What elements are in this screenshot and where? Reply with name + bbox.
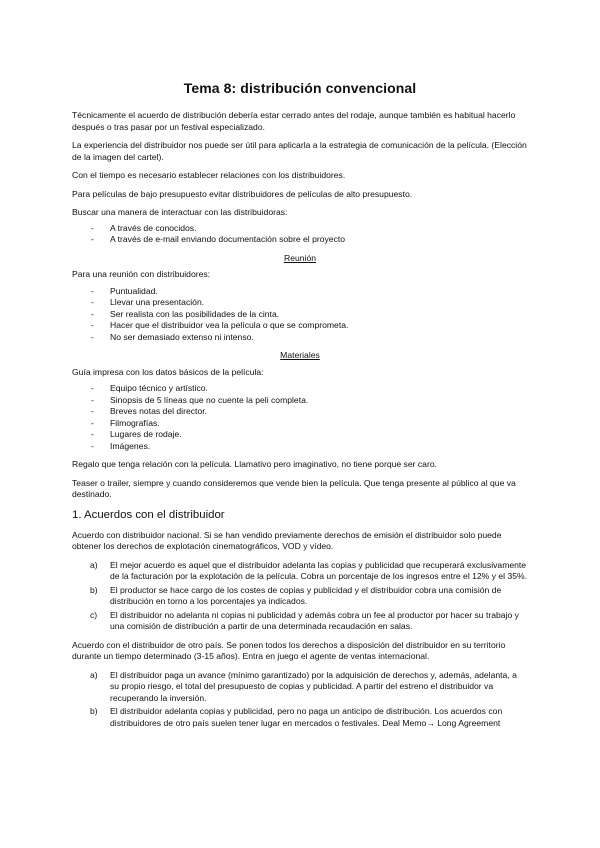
- list-item: - Llevar una presentación.: [72, 297, 528, 309]
- list-item: [72, 560, 528, 583]
- intro-paragraph: Buscar una manera de interactuar con las distribuidoras:: [72, 207, 288, 217]
- list-marker: c): [90, 609, 98, 620]
- intro-paragraph: Con el tiempo es necesario establecer relaciones con los distribuidores.: [72, 170, 346, 180]
- list-item: - Sinopsis de 5 líneas que no cuente la peli completa.: [72, 395, 528, 407]
- list-item: - Imágenes.: [72, 441, 528, 453]
- list-item: - Equipo técnico y artístico.: [72, 383, 528, 395]
- list-item-text: El distribuidor adelanta copias y publicidad, pero no paga un anticipo de distribución. Los acuerdos con distribuidores de otro país suelen tener lugar en mercados o festivales. Deal Memo→ Long Agreement: [110, 706, 503, 728]
- list-item-text: El productor se hace cargo de los costes de copias y publicidad y el distribuidor cobra una comisión de distribución en torno a los porcentajes ya indicados.: [110, 584, 502, 606]
- list-item: - Puntualidad.: [72, 286, 528, 298]
- list-item: [72, 706, 528, 729]
- materiales-paragraph: Teaser o trailer, siempre y cuando consideremos que vende bien la película. Que tenga presente al público al que va destinado.: [72, 477, 516, 499]
- list-item: - Hacer que el distribuidor vea la película o que se comprometa.: [72, 320, 528, 332]
- list-item: - Ser realista con las posibilidades de la cinta.: [72, 309, 528, 321]
- materiales-heading: Materiales: [280, 350, 320, 360]
- foreign-intro: Acuerdo con el distribuidor de otro país. Se ponen todos los derechos a disposición del distribuidor en su territorio durante un tiempo determinado (3-15 años). Entra en juego el agente de ventas internacional.: [72, 639, 506, 661]
- list-marker: a): [90, 669, 98, 680]
- intro-paragraph: Para películas de bajo presupuesto evitar distribuidores de películas de alto presupuesto.: [72, 188, 413, 199]
- intro-paragraph: Técnicamente el acuerdo de distribución debería estar cerrado antes del rodaje, aunque también es habitual hacerlo después o tras pasar por un festival especializado.: [72, 110, 516, 132]
- list-marker: b): [90, 584, 98, 595]
- list-item: - A través de conocidos.: [72, 223, 528, 235]
- list-item: [72, 670, 528, 705]
- reunion-heading: Reunión: [283, 252, 316, 263]
- list-item: - Breves notas del director.: [72, 406, 528, 418]
- list-item: [72, 610, 528, 633]
- reunion-list: [72, 286, 528, 344]
- materiales-paragraph: Regalo que tenga relación con la película. Llamativo pero imaginativo, no tiene porque ser caro.: [72, 459, 437, 469]
- materiales-lead: Guía impresa con los datos básicos de la película:: [72, 366, 264, 377]
- materiales-list: [72, 383, 528, 452]
- list-item: [72, 585, 528, 608]
- list-item-text: El distribuidor no adelanta ni copias ni publicidad y además cobra un fee al productor por hacer su trabajo y una comisión de distribución a partir de una determinada recaudación en salas.: [110, 609, 519, 631]
- list-marker: b): [90, 706, 98, 716]
- national-intro: Acuerdo con distribuidor nacional. Si se han vendido previamente derechos de emisión el distribuidor solo puede obtener los derechos de explotación cinematográficos, VOD y vídeo.: [72, 529, 502, 551]
- list-item-text: El distribuidor paga un avance (mínimo garantizado) por la adquisición de derechos y, además, adelanta, a su propio riesgo, el total del presupuesto de copias y publicidad. A partir del estreno el distribuidor va recuperando la inversión.: [110, 669, 517, 703]
- list-item: - Lugares de rodaje.: [72, 429, 528, 441]
- list-item-text: El mejor acuerdo es aquel que el distribuidor adelanta las copias y publicidad que recuperará exclusivamente de la facturación por la explotación de la película. Cobra un porcentaje de los ingresos entre el 12% y el 35%.: [110, 559, 528, 581]
- section-heading: 1. Acuerdos con el distribuidor: [72, 508, 225, 521]
- foreign-list: [72, 670, 528, 730]
- intro-paragraph: La experiencia del distribuidor nos puede ser útil para aplicarla a la estrategia de comunicación de la película. (Elección de la imagen del cartel).: [72, 140, 527, 162]
- list-item: - No ser demasiado extenso ni intenso.: [72, 332, 528, 344]
- list-marker: a): [90, 559, 98, 570]
- list-item: - Filmografías.: [72, 418, 528, 430]
- contact-list: [72, 223, 528, 246]
- page-title: Tema 8: distribución convencional: [183, 80, 417, 96]
- list-item: - A través de e-mail enviando documentación sobre el proyecto: [72, 234, 528, 246]
- reunion-lead: Para una reunión con distribuidores:: [72, 269, 211, 279]
- national-list: [72, 560, 528, 633]
